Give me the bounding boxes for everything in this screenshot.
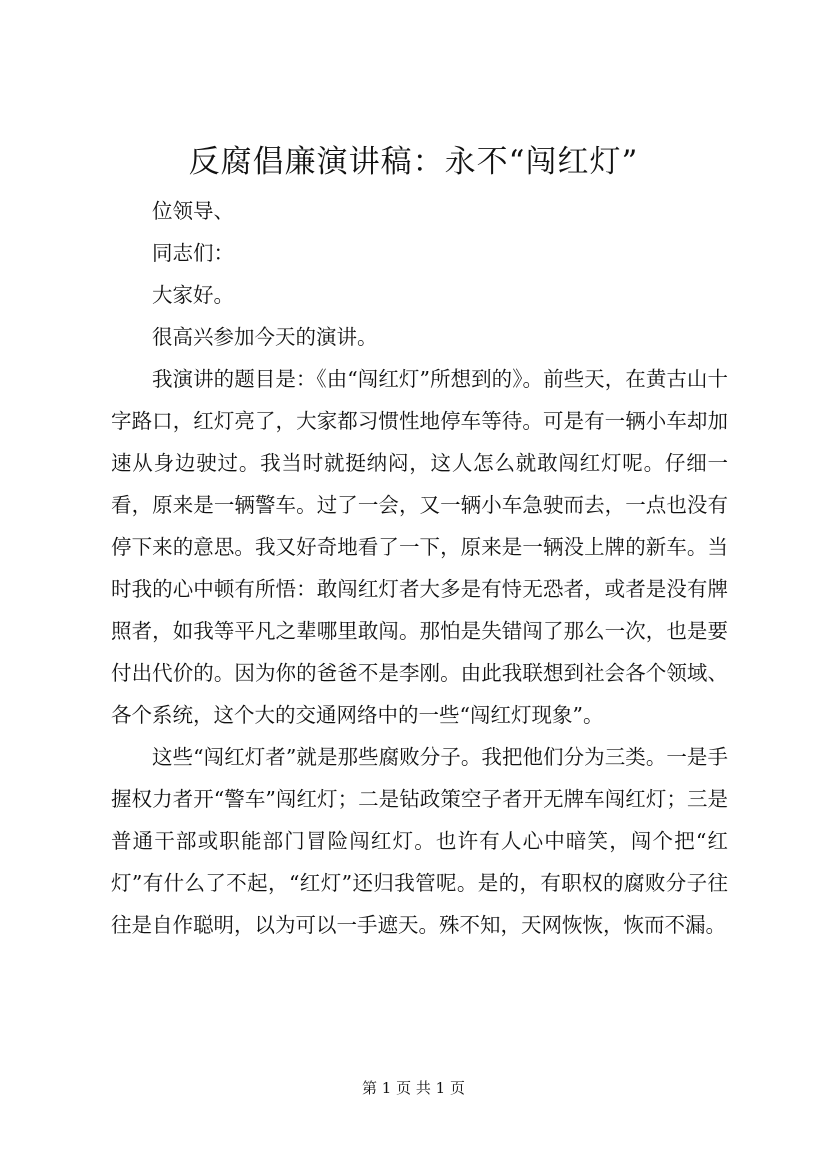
document-body [111,190,728,946]
salutation-leaders: 位领导、 [152,199,234,223]
document-title: 反腐倡廉演讲稿：永不“闯红灯” [188,144,639,180]
opening-line: 很高兴参加今天的演讲。 [152,325,378,349]
page-footer: 第 1 页 共 1 页 [362,1079,465,1097]
greeting: 大家好。 [152,283,234,307]
body-paragraph: 这些“闯红灯者”就是那些腐败分子。我把他们分为三类。一是手握权力者开“警车”闯红灯；二是钻政策空子者开无牌车闯红灯；三是普通干部或职能部门冒险闯红灯。也许有人心中暗笑，闯个把“红灯”有什么了不起，“红灯”还归我管呢。是的，有职权的腐败分子往往是自作聪明，以为可以一手遮天。殊不知，天网恢恢，恢而不漏。 [111,745,728,937]
body-paragraph: 我演讲的题目是：《由“闯红灯”所想到的》。前些天，在黄古山十字路口，红灯亮了，大家都习惯性地停车等待。可是有一辆小车却加速从身边驶过。我当时就挺纳闷，这人怎么就敢闯红灯呢。仔细一看，原来是一辆警车。过了一会，又一辆小车急驶而去，一点也没有停下来的意思。我又好奇地看了一下，原来是一辆没上牌的新车。当时我的心中顿有所悟：敢闯红灯者大多是有恃无恐者，或者是没有牌照者，如我等平凡之辈哪里敢闯。那怕是失错闯了那么一次，也是要付出代价的。因为你的爸爸不是李刚。由此我联想到社会各个领域、各个系统，这个大的交通网络中的一些“闯红灯现象”。 [111,367,728,727]
salutation-comrades: 同志们： [152,241,234,265]
